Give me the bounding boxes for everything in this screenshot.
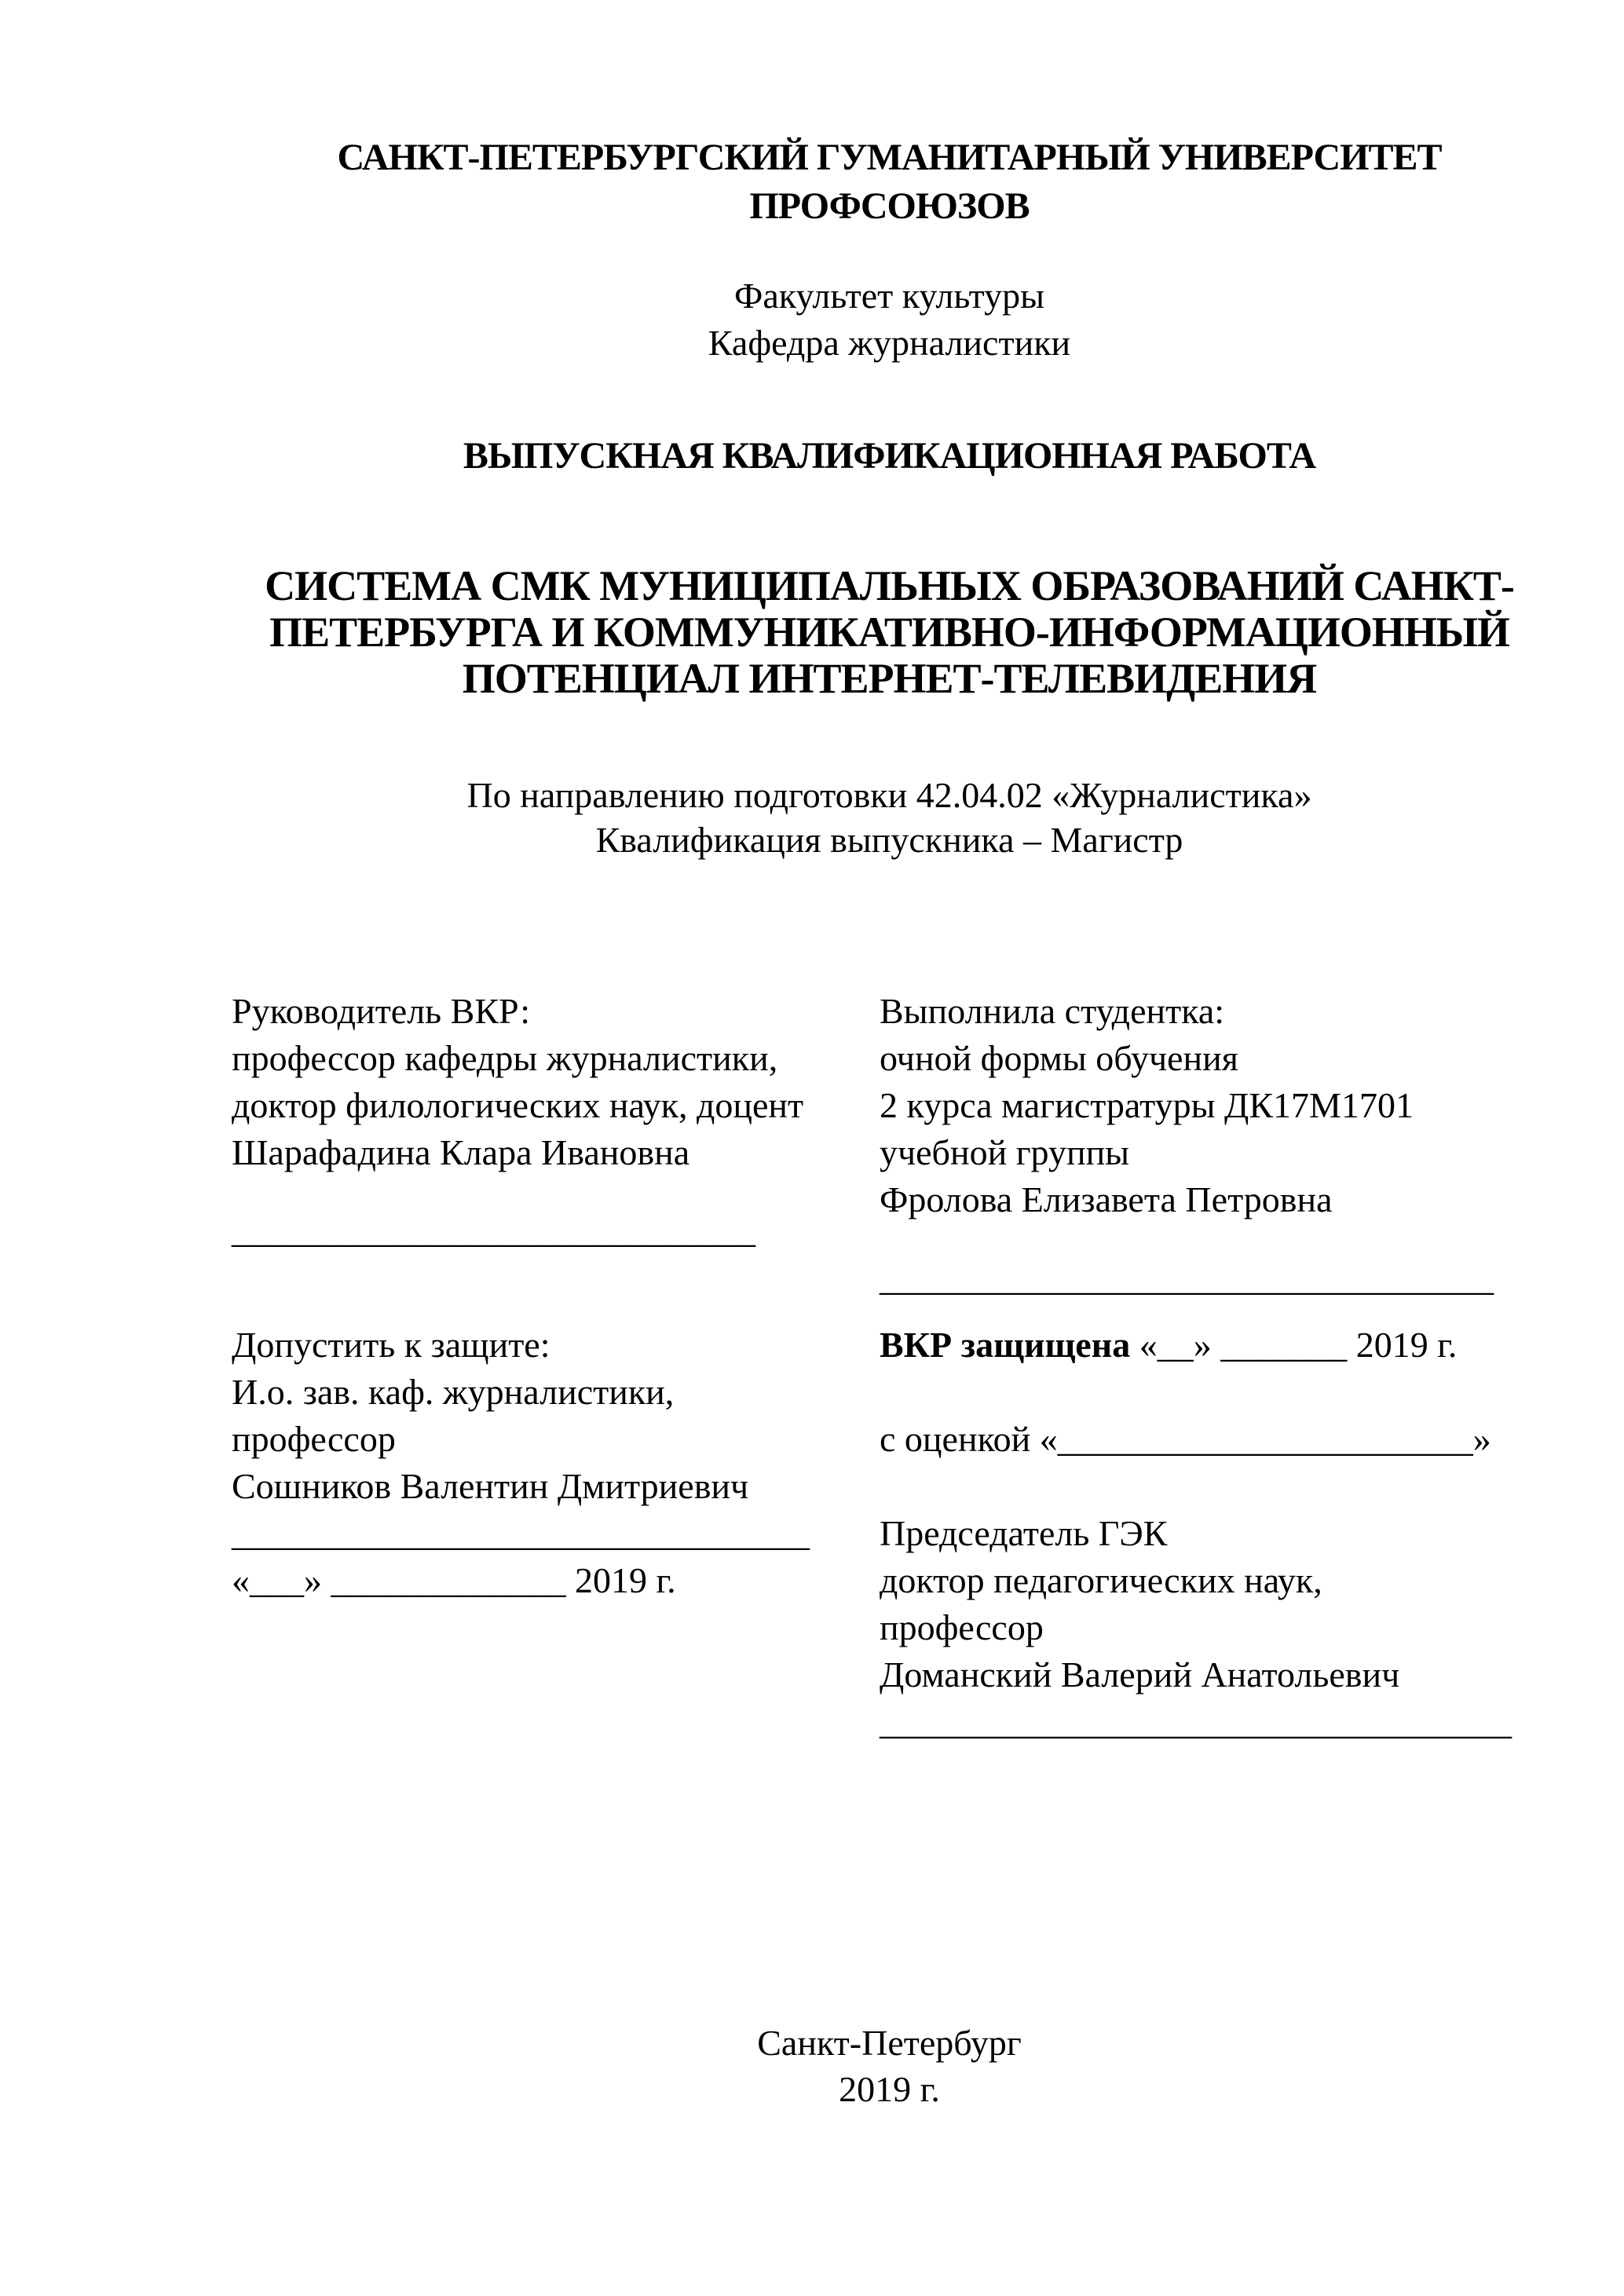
faculty-line: Факультет культуры bbox=[734, 276, 1044, 316]
supervisor-signature-line: _____________________________ bbox=[232, 1210, 755, 1250]
defense-signature-line: ___________________________________ bbox=[880, 1702, 1512, 1742]
thesis-title-line2: ПЕТЕРБУРГА И КОММУНИКАТИВНО-ИНФОРМАЦИОННЫЙ bbox=[269, 609, 1509, 656]
footer-block bbox=[232, 2020, 1547, 2112]
work-type-heading: ВЫПУСКНАЯ КВАЛИФИКАЦИОННАЯ РАБОТА bbox=[463, 435, 1316, 477]
student-course-line: 2 курса магистратуры ДК17М1701 bbox=[880, 1085, 1414, 1125]
supervisor-degree-line: доктор филологических наук, доцент bbox=[232, 1085, 804, 1125]
department-line: Кафедра журналистики bbox=[708, 323, 1071, 363]
thesis-title-line1: СИСТЕМА СМК МУНИЦИПАЛЬНЫХ ОБРАЗОВАНИЙ САНКТ- bbox=[265, 562, 1514, 609]
footer-year: 2019 г. bbox=[839, 2069, 940, 2109]
program-direction-line: По направлению подготовки 42.04.02 «Журналистика» bbox=[466, 775, 1312, 815]
student-group-line: учебной группы bbox=[880, 1132, 1130, 1172]
committee-rank-line: профессор bbox=[880, 1607, 1044, 1647]
committee-degree-line: доктор педагогических наук, bbox=[880, 1560, 1322, 1600]
admission-signature-line: ________________________________ bbox=[232, 1513, 810, 1553]
student-block bbox=[880, 988, 1414, 1223]
student-signature-line: __________________________________ bbox=[880, 1258, 1494, 1298]
defense-grade-line: с оценкой «_______________________» bbox=[880, 1419, 1491, 1459]
committee-chair-name: Доманский Валерий Анатольевич bbox=[880, 1654, 1400, 1695]
supervisor-block bbox=[232, 988, 803, 1176]
admission-block bbox=[232, 1322, 810, 1604]
student-form-line: очной формы обучения bbox=[880, 1038, 1238, 1078]
defense-block bbox=[880, 1322, 1512, 1746]
defense-defended-line bbox=[880, 1322, 1512, 1369]
defense-defended-label: ВКР защищена bbox=[880, 1325, 1131, 1365]
supervisor-role-line: Руководитель ВКР: bbox=[232, 991, 531, 1031]
footer-city: Санкт-Петербург bbox=[757, 2023, 1022, 2063]
admission-name: Сошников Валентин Дмитриевич bbox=[232, 1466, 749, 1506]
committee-chair-line: Председатель ГЭК bbox=[880, 1513, 1168, 1553]
supervisor-position-line: профессор кафедры журналистики, bbox=[232, 1038, 778, 1078]
qualification-line: Квалификация выпускника – Магистр bbox=[595, 820, 1183, 860]
university-name-line2: ПРОФСОЮЗОВ bbox=[749, 185, 1030, 227]
admission-position-line: И.о. зав. каф. журналистики, bbox=[232, 1372, 675, 1412]
thesis-title bbox=[232, 563, 1547, 702]
faculty-department-block bbox=[232, 272, 1547, 367]
student-role-line: Выполнила студентка: bbox=[880, 991, 1225, 1031]
admission-heading: Допустить к защите: bbox=[232, 1325, 550, 1365]
program-block bbox=[232, 773, 1547, 862]
student-name: Фролова Елизавета Петровна bbox=[880, 1179, 1333, 1219]
supervisor-name: Шарафадина Клара Ивановна bbox=[232, 1132, 690, 1172]
admission-rank-line: профессор bbox=[232, 1419, 396, 1459]
university-name bbox=[232, 133, 1547, 231]
university-name-line1: САНКТ-ПЕТЕРБУРГСКИЙ ГУМАНИТАРНЫЙ УНИВЕРСИТЕТ bbox=[337, 137, 1442, 178]
defense-defended-date: «__» _______ 2019 г. bbox=[1130, 1325, 1458, 1365]
thesis-title-line3: ПОТЕНЦИАЛ ИНТЕРНЕТ-ТЕЛЕВИДЕНИЯ bbox=[462, 655, 1317, 702]
admission-date-line: «___» _____________ 2019 г. bbox=[232, 1560, 676, 1600]
